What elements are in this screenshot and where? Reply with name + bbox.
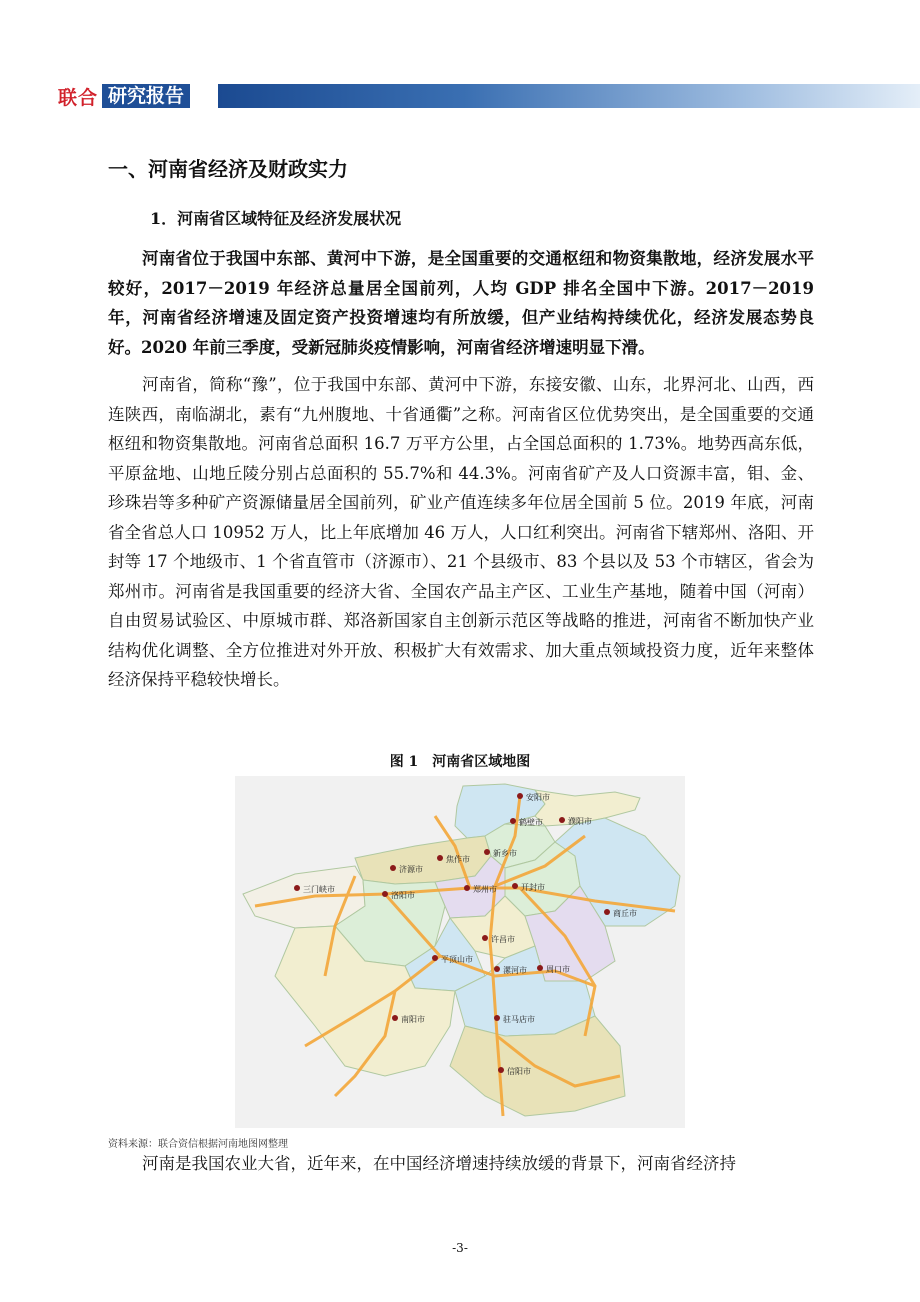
city-label: 平顶山市: [441, 955, 473, 964]
city-label: 新乡市: [493, 849, 517, 858]
brand-name-lianhe: 联合: [58, 86, 99, 109]
page-number: -3-: [452, 1241, 468, 1255]
summary-paragraph: 河南省位于我国中东部、黄河中下游，是全国重要的交通枢纽和物资集散地，经济发展水平较好，2017－2019 年经济总量居全国前列，人均 GDP 排名全国中下游。2017－2019 年，河南省经济增速及固定资产投资增速均有所放缓，但产业结构持续优化，经济发展态势良好。2020 年前三季度，受新冠肺炎疫情影响，河南省经济增速明显下滑。: [108, 249, 814, 357]
city-label: 焦作市: [446, 855, 470, 864]
figure-source-note: 资料来源：联合资信根据河南地图网整理: [108, 1139, 288, 1150]
figure-caption: 图 1 河南省区域地图: [389, 754, 531, 770]
section-title: 一、河南省经济及财政实力: [108, 157, 348, 181]
city-label: 三门峡市: [303, 885, 335, 894]
header-gradient-bar: [218, 84, 920, 108]
city-label: 驻马店市: [503, 1015, 535, 1024]
body-paragraph: 河南省，简称“豫”，位于我国中东部、黄河中下游，东接安徽、山东，北界河北、山西，西连陕西，南临湖北，素有“九州腹地、十省通衢”之称。河南省区位优势突出，是全国重要的交通枢纽和物资集散地。河南省总面积 16.7 万平方公里，占全国总面积的 1.73%。地势西高东低，平原盆地、山地丘陵分别占总面积的 55.7%和 44.3%。河南省矿产及人口资源丰富，钼、金、珍珠岩等多种矿产资源储量居全国前列，矿业产值连续多年位居全国前 5 位。2019 年底，河南省全省总人口 10952 万人，比上年底增加 46 万人，人口红利突出。河南省下辖郑州、洛阳、开封等 17 个地级市、1 个省直管市（济源市）、21 个县级市、83 个县以及 53 个市辖区，省会为郑州市。河南省是我国重要的经济大省、全国农产品主产区、工业生产基地，随着中国（河南）自由贸易试验区、中原城市群、郑洛新国家自主创新示范区等战略的推进，河南省不断加快产业结构优化调整、全方位推进对外开放、积极扩大有效需求、加大重点领域投资力度，近年来整体经济保持平稳较快增长。: [108, 375, 814, 689]
city-label: 周口市: [546, 965, 570, 974]
city-label: 信阳市: [507, 1067, 531, 1076]
brand-logo: [58, 82, 190, 110]
report-header: [0, 82, 920, 110]
city-label: 漯河市: [503, 966, 527, 975]
city-label: 济源市: [399, 865, 423, 874]
city-label: 安阳市: [526, 793, 550, 802]
city-label: 濮阳市: [568, 817, 592, 826]
city-label: 郑州市: [473, 885, 497, 894]
city-label: 南阳市: [401, 1015, 425, 1024]
city-label: 鹤壁市: [519, 818, 543, 827]
city-label: 开封市: [521, 883, 545, 892]
city-label: 许昌市: [491, 935, 515, 944]
henan-region-map: [235, 776, 685, 1128]
tail-paragraph: 河南是我国农业大省，近年来，在中国经济增速持续放缓的背景下，河南省经济持: [142, 1154, 736, 1173]
subsection-title: 1．河南省区域特征及经济发展状况: [150, 209, 402, 228]
brand-name-report: 研究报告: [102, 84, 190, 108]
city-label: 洛阳市: [391, 891, 415, 900]
city-label: 商丘市: [613, 909, 637, 918]
